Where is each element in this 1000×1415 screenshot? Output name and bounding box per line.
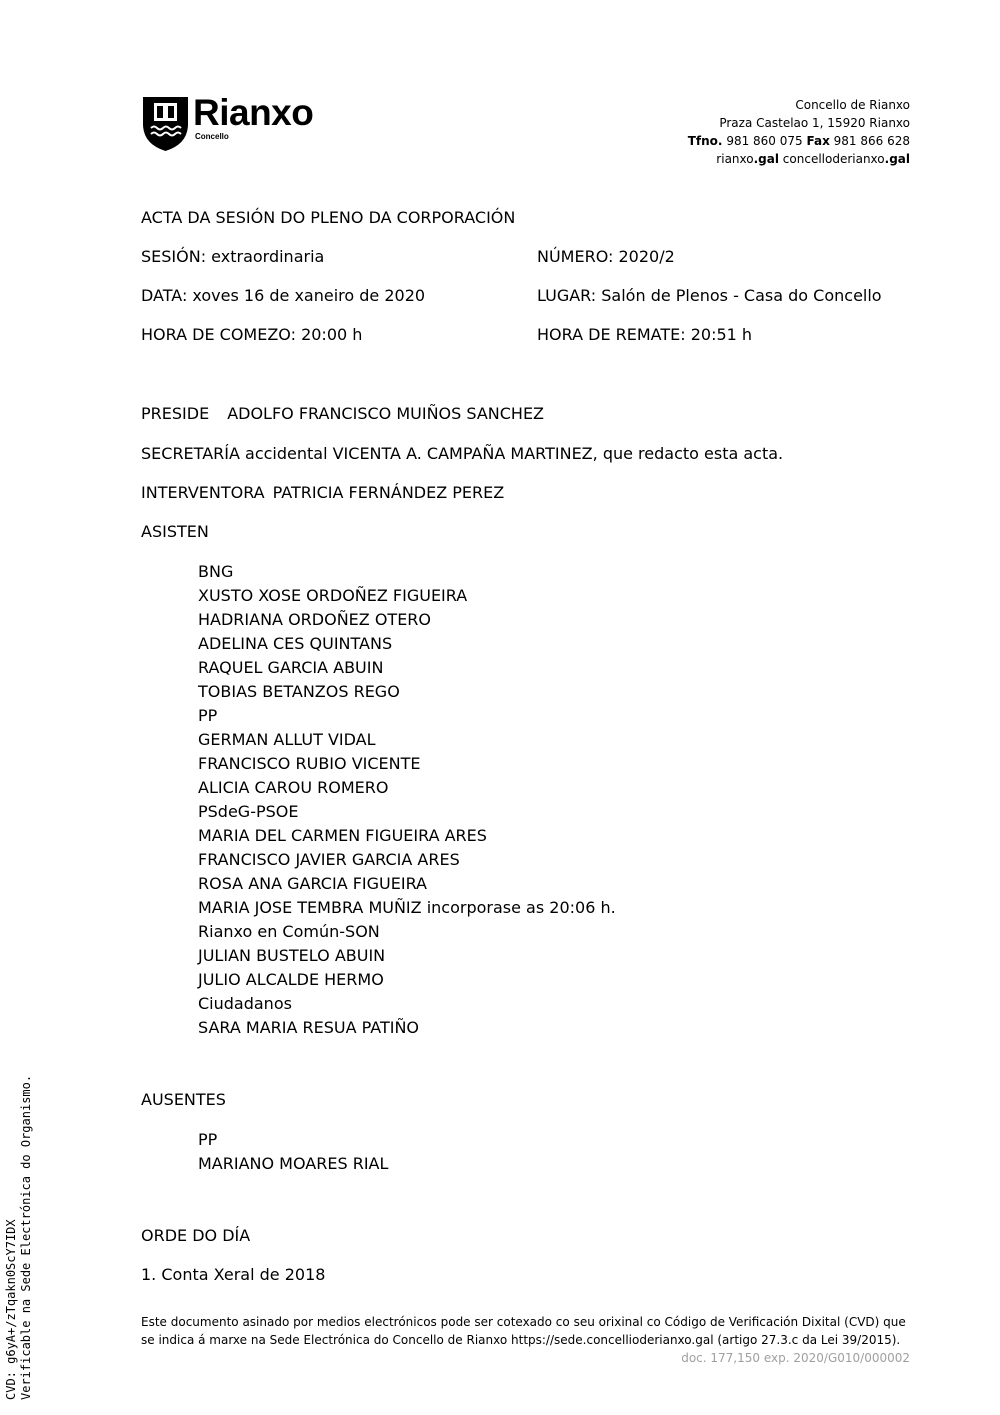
- sesion-type: SESIÓN: extraordinaria: [141, 247, 325, 266]
- cvd-verification: Verificable na Sede Electrónica do Organismo.: [19, 1074, 33, 1400]
- list-item: BNG: [198, 562, 234, 581]
- list-item: PSdeG-PSOE: [198, 802, 299, 821]
- list-item: FRANCISCO JAVIER GARCIA ARES: [198, 850, 460, 869]
- secretaria-line: SECRETARÍA accidental VICENTA A. CAMPAÑA MARTINEZ, que redacto esta acta.: [141, 444, 784, 463]
- start-time: HORA DE COMEZO: 20:00 h: [141, 325, 363, 344]
- logo-subtitle: Concello: [195, 132, 229, 141]
- header-contact: [688, 96, 910, 168]
- end-time: HORA DE REMATE: 20:51 h: [537, 325, 753, 344]
- cvd-sidebar: [4, 1075, 34, 1400]
- list-item: JULIO ALCALDE HERMO: [198, 970, 384, 989]
- list-item: MARIA DEL CARMEN FIGUEIRA ARES: [198, 826, 487, 845]
- orde-item: 1. Conta Xeral de 2018: [141, 1265, 326, 1284]
- interventora-line: INTERVENTORA PATRICIA FERNÁNDEZ PEREZ: [141, 483, 505, 502]
- footer-note: Este documento asinado por medios electrónicos pode ser cotexado co seu orixinal co Código de Verificación Dixital (CVD) que se indica á marxe na Sede Electrónica do Concello de Rianxo https://sede.concellioderianxo.gal (artigo 27.3.c da Lei 39/2015).: [141, 1315, 906, 1347]
- list-item: ADELINA CES QUINTANS: [198, 634, 393, 653]
- list-item: TOBIAS BETANZOS REGO: [198, 682, 400, 701]
- list-item: PP: [198, 706, 218, 725]
- list-item: SARA MARIA RESUA PATIÑO: [198, 1018, 420, 1037]
- org-address: Praza Castelao 1, 15920 Rianxo: [719, 116, 910, 130]
- asisten-heading: ASISTEN: [141, 522, 209, 541]
- list-item: Ciudadanos: [198, 994, 292, 1013]
- preside-line: PRESIDE ADOLFO FRANCISCO MUIÑOS SANCHEZ: [141, 404, 545, 423]
- list-item: MARIA JOSE TEMBRA MUÑIZ incorporase as 20:06 h.: [198, 898, 616, 917]
- logo-wordmark: Rianxo: [193, 92, 314, 133]
- doc-reference: doc. 177,150 exp. 2020/G010/000002: [681, 1351, 910, 1365]
- org-web: rianxo.gal concelloderianxo.gal: [716, 152, 910, 166]
- list-item: PP: [198, 1130, 218, 1149]
- list-item: ALICIA CAROU ROMERO: [198, 778, 389, 797]
- org-name: Concello de Rianxo: [795, 98, 910, 112]
- org-phones: Tfno. 981 860 075 Fax 981 866 628: [687, 134, 910, 148]
- list-item: MARIANO MOARES RIAL: [198, 1154, 389, 1173]
- list-item: XUSTO XOSE ORDOÑEZ FIGUEIRA: [198, 586, 468, 605]
- cvd-code: CVD: g6yA+/zTqakn0ScY7IDX: [4, 1219, 18, 1400]
- list-item: HADRIANA ORDOÑEZ OTERO: [198, 610, 432, 629]
- list-item: Rianxo en Común-SON: [198, 922, 380, 941]
- sesion-number: NÚMERO: 2020/2: [537, 247, 675, 266]
- acta-title: ACTA DA SESIÓN DO PLENO DA CORPORACIÓN: [141, 208, 516, 227]
- list-item: JULIAN BUSTELO ABUIN: [198, 946, 386, 965]
- sesion-place: LUGAR: Salón de Plenos - Casa do Concello: [537, 286, 882, 305]
- sesion-date: DATA: xoves 16 de xaneiro de 2020: [141, 286, 426, 305]
- orde-heading: ORDE DO DÍA: [141, 1226, 251, 1245]
- list-item: FRANCISCO RUBIO VICENTE: [198, 754, 421, 773]
- asisten-list: [198, 560, 616, 1040]
- ausentes-heading: AUSENTES: [141, 1090, 226, 1109]
- list-item: ROSA ANA GARCIA FIGUEIRA: [198, 874, 427, 893]
- list-item: RAQUEL GARCIA ABUIN: [198, 658, 384, 677]
- list-item: GERMAN ALLUT VIDAL: [198, 730, 376, 749]
- ausentes-list: [198, 1128, 388, 1176]
